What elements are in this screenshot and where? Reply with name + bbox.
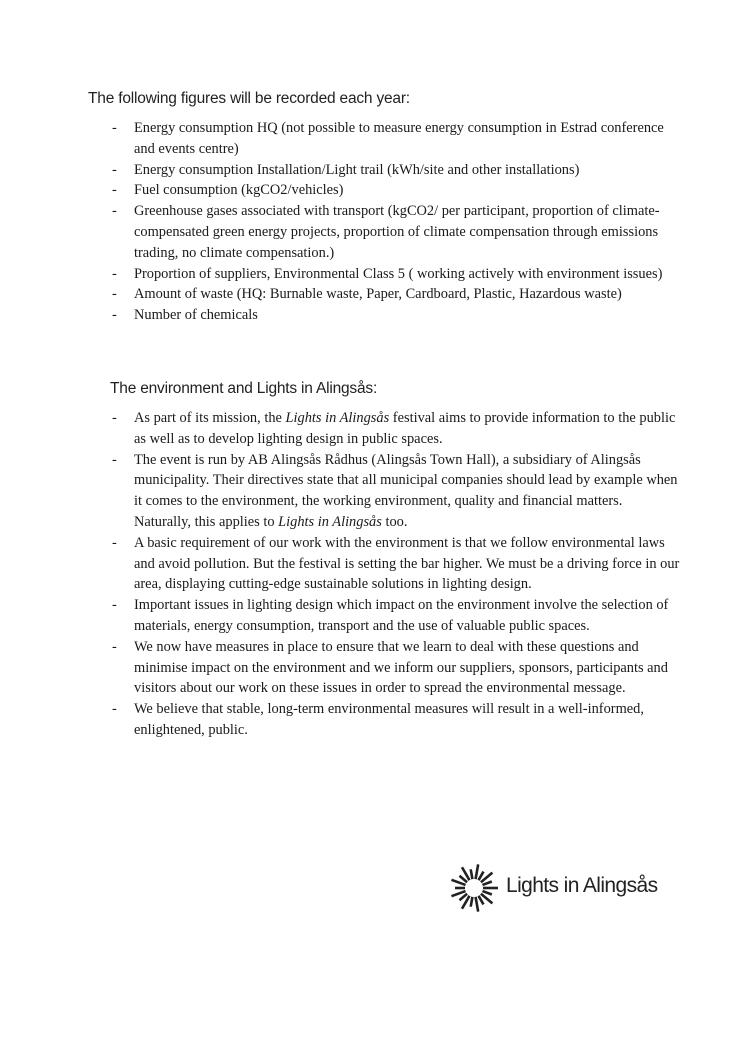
sunburst-logo-icon (448, 862, 500, 914)
sunburst-ray (479, 872, 484, 881)
item-text: Important issues in lighting design which impact on the environment involve the selection of materials, energy consumption, transport and the use of valuable public spaces. (134, 597, 669, 634)
sunburst-ray (482, 891, 491, 894)
sunburst-ray (479, 896, 484, 905)
brand-logo (448, 862, 668, 914)
section-heading-figures: The following figures will be recorded each year: (88, 90, 410, 107)
list-item: - Amount of waste (HQ: Burnable waste, Paper, Cardboard, Plastic, Hazardous waste) (110, 284, 680, 305)
list-item: - Proportion of suppliers, Environmental Class 5 ( working actively with environment issues) (110, 264, 680, 285)
list-item: - Energy consumption Installation/Light trail (kWh/site and other installations) (110, 160, 680, 181)
list-item (110, 699, 680, 741)
brand-name: Lights in Alingsås (506, 874, 658, 897)
list-item: - Greenhouse gases associated with transport (kgCO2/ per participant, proportion of climate-compensated green energy projects, proportion of climate compensation through emissions trading, no climate compensation.) (110, 201, 680, 263)
item-text: As part of its mission, the (134, 410, 286, 426)
sunburst-ray (482, 882, 491, 885)
list-item (110, 450, 680, 533)
item-text: We believe that stable, long-term environmental measures will result in a well-informed, enlightened, public. (134, 701, 644, 738)
festival-name: Lights in Alingsås (285, 410, 390, 426)
item-text: We now have measures in place to ensure that we learn to deal with these questions and minimise impact on the environment and we inform our suppliers, sponsors, participants and visitors about our work on these issues in order to spread the environmental message. (134, 638, 668, 697)
list-item (110, 637, 680, 699)
festival-name: Lights in Alingsås (278, 513, 382, 530)
list-item: - Number of chemicals (110, 305, 680, 326)
item-text: too. (381, 513, 408, 530)
figures-list (110, 118, 680, 326)
list-item (110, 595, 680, 637)
environment-list (110, 408, 680, 741)
list-item: - Fuel consumption (kgCO2/vehicles) (110, 180, 680, 201)
section-heading-environment: The environment and Lights in Alingsås: (110, 380, 378, 397)
sunburst-ray (459, 876, 467, 882)
item-text: A basic requirement of our work with the environment is that we follow environmental laws and avoid pollution. But the festival is setting the bar higher. We must be a driving force in our area, displaying cutting-edge sustainable solutions in lighting design. (134, 534, 680, 593)
item-text: festival aims to provide information to the public as well as to develop lighting design in public spaces. (134, 410, 676, 447)
sunburst-ray (476, 864, 479, 879)
list-item: - Energy consumption HQ (not possible to measure energy consumption in Estrad conference and events centre) (110, 118, 680, 160)
sunburst-ray (459, 894, 467, 900)
list-item (110, 533, 680, 595)
sunburst-ray (476, 897, 479, 912)
item-text: The event is run by AB Alingsås Rådhus (Alingsås Town Hall), a subsidiary of Alingsås municipality. Their directives state that all municipal companies should lead by example when it comes to the environment, the working environment, quality and financial matters. Naturally, this applies to (134, 451, 678, 530)
sunburst-ray (471, 869, 473, 879)
list-item (110, 408, 680, 450)
sunburst-ray (471, 897, 473, 907)
